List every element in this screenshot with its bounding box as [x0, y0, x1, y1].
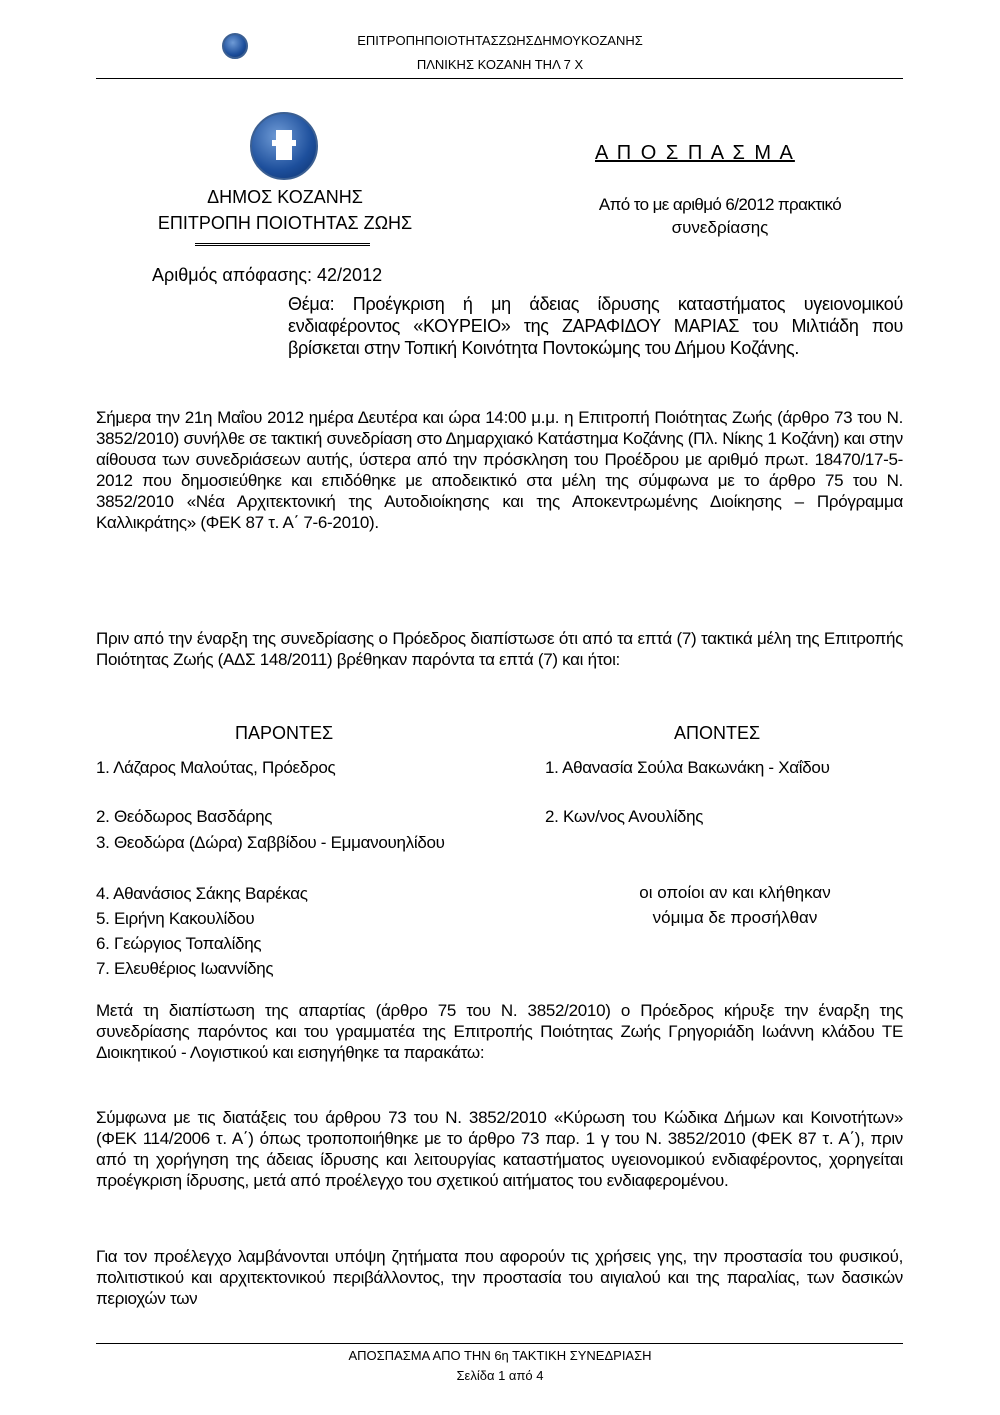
absent-heading: ΑΠΟΝΤΕΣ [674, 723, 761, 743]
subject: Θέμα: Προέγκριση ή μη άδειας ίδρυσης καταστήματος υγειονομικού ενδιαφέροντος «ΚΟΥΡΕΙΟ» της ΖΑΡΑΦΙΔΟΥ ΜΑΡΙΑΣ του Μιλτιάδη που βρίσκεται στην Τοπική Κοινότητα Ποντοκώμης του Δήμου Κοζάνης. [288, 294, 903, 358]
present-member-3: 3. Θεοδώρα (Δώρα) Σαββίδου - Εμμανουηλίδου [96, 833, 445, 852]
present-member-7: 7. Ελευθέριος Ιωαννίδης [96, 959, 274, 978]
present-member-5: 5. Ειρήνη Κακουλίδου [96, 909, 255, 928]
title-underline [195, 243, 370, 246]
committee-title: ΕΠΙΤΡΟΠΗ ΠΟΙΟΤΗΤΑΣ ΖΩΗΣ [157, 213, 413, 233]
paragraph-quorum: Πριν από την έναρξη της συνεδρίασης ο Πρόεδρος διαπίστωσε ότι από τα επτά (7) τακτικά μέλη της Επιτροπής Ποιότητας Ζωής (ΑΔΣ 148/2011) βρέθηκαν παρόντα τα επτά (7) και ήτοι: [96, 629, 903, 669]
present-member-2: 2. Θεόδωρος Βασδάρης [96, 807, 273, 826]
footer-page-number: Σελίδα 1 από 4 [456, 1368, 544, 1383]
coat-of-arms-icon [250, 112, 318, 180]
present-member-1: 1. Λάζαρος Μαλούτας, Πρόεδρος [96, 758, 336, 777]
absent-member-1: 1. Αθανασία Σούλα Βακωνάκη - Χαΐδου [545, 758, 830, 777]
header-line-1: ΕΠΙΤΡΟΠΗΠΟΙΟΤΗΤΑΣΖΩΗΣΔΗΜΟΥΚΟΖΑΝΗΣ [357, 33, 643, 48]
footer-line-1: ΑΠΟΣΠΑΣΜΑ ΑΠΟ ΤΗΝ 6η ΤΑΚΤΙΚΗ ΣΥΝΕΔΡΙΑΣΗ [348, 1348, 652, 1363]
present-member-6: 6. Γεώργιος Τοπαλίδης [96, 934, 262, 953]
absent-note-2: νόμιμα δε προσήλθαν [652, 908, 818, 927]
footer-divider [96, 1343, 903, 1344]
extract-title: Α Π Ο Σ Π Α Σ Μ Α [595, 142, 795, 164]
minutes-reference-line-2: συνεδρίασης [671, 218, 769, 237]
paragraph-precheck: Για τον προέλεγχο λαμβάνονται υπόψη ζητήματα που αφορούν τις χρήσεις γης, την προστασία του φυσικού, πολιτιστικού και αρχιτεκτονικού περιβάλλοντος, την προστασία του αιγιαλού και της παραλίας, των δασικών περιοχών των [96, 1247, 903, 1308]
absent-note-1: οι οποίοι αν και κλήθηκαν [639, 883, 831, 902]
municipality-title: ΔΗΜΟΣ ΚΟΖΑΝΗΣ [207, 187, 363, 207]
header-line-2: ΠΛΝΙΚΗΣ ΚΟΖΑΝΗ ΤΗΛ 7 Χ [416, 57, 584, 72]
present-member-4: 4. Αθανάσιος Σάκης Βαρέκας [96, 884, 308, 903]
decision-number: Αριθμός απόφασης: 42/2012 [152, 265, 383, 285]
paragraph-law: Σύμφωνα με τις διατάξεις του άρθρου 73 του Ν. 3852/2010 «Κύρωση του Κώδικα Δήμων και Κοινοτήτων» (ΦΕΚ 114/2006 τ. Α΄) όπως τροποποιήθηκε με το άρθρο 73 παρ. 1 γ του Ν. 3852/2010 (ΦΕΚ 87 τ. Α΄), πριν από τη χορήγηση της άδειας ίδρυσης και λειτουργίας καταστήματος υγειονομικού ενδιαφέροντος, χορηγείται προέγκριση ίδρυσης, μετά από προέλεγχο του σχετικού αιτήματος του ενδιαφερομένου. [96, 1108, 903, 1190]
minutes-reference-line-1: Από το με αριθμό 6/2012 πρακτικό [598, 195, 842, 214]
absent-member-2: 2. Κων/νος Ανουλίδης [545, 807, 704, 826]
header-divider [96, 78, 903, 79]
paragraph-opening: Μετά τη διαπίστωση της απαρτίας (άρθρο 75 του Ν. 3852/2010) ο Πρόεδρος κήρυξε την έναρξη της συνεδρίασης παρόντος και του γραμματέα της Επιτροπής Ποιότητας Ζωής Γρηγοριάδη Ιωάννη κλάδου ΤΕ Διοικητικού - Λογιστικού και εισηγήθηκε τα παρακάτω: [96, 1001, 903, 1062]
paragraph-meeting: Σήμερα την 21η Μαΐου 2012 ημέρα Δευτέρα και ώρα 14:00 μ.μ. η Επιτροπή Ποιότητας Ζωής (άρθρο 73 του Ν. 3852/2010) συνήλθε σε τακτική συνεδρίαση στο Δημαρχιακό Κατάστημα Κοζάνης (Πλ. Νίκης 1 Κοζάνη) και στην αίθουσα των συνεδριάσεων αυτής, ύστερα από την πρόσκληση του Προέδρου με αριθμό πρωτ. 18470/17-5-2012 που δημοσιεύθηκε και επιδόθηκε με αποδεικτικό στα μέλη της σύμφωνα με το άρθρο 75 του Ν. 3852/2010 «Νέα Αρχιτεκτονική της Αυτοδιοίκησης και της Αποκεντρωμένης Διοίκησης – Πρόγραμμα Καλλικράτης» (ΦΕΚ 87 τ. Α΄ 7-6-2010). [96, 408, 903, 532]
present-heading: ΠΑΡΟΝΤΕΣ [235, 723, 334, 743]
